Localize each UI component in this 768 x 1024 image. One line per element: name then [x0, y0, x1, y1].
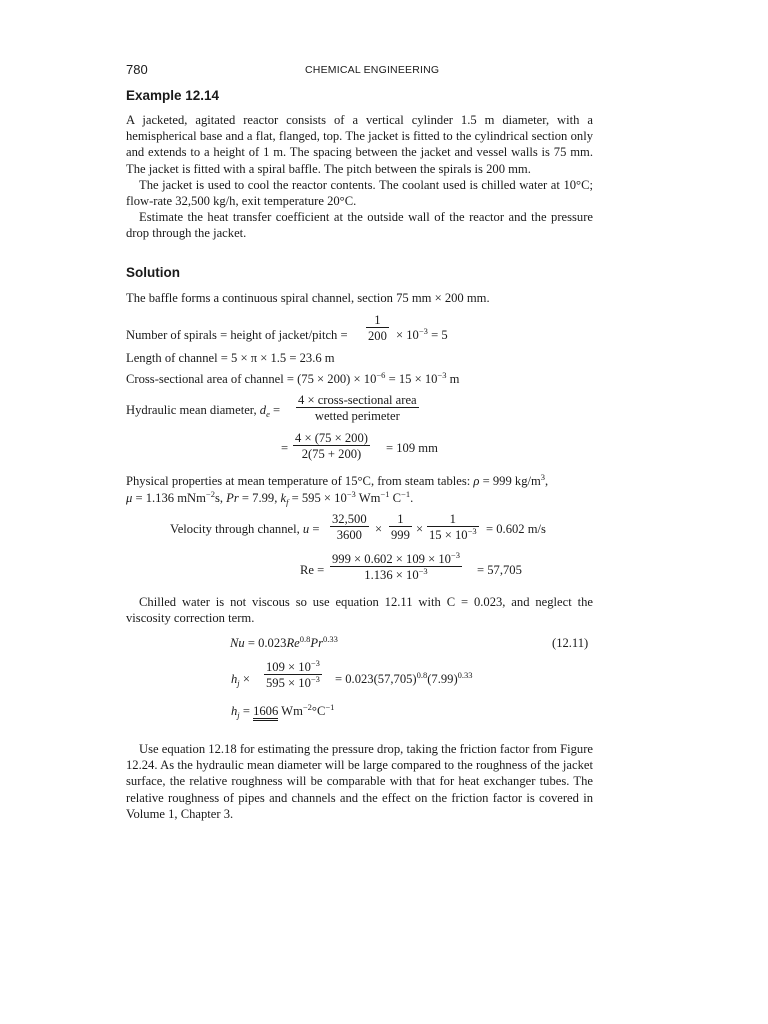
example-paragraph-1: A jacketed, agitated reactor consists of a vertical cylinder 1.5 m diameter, with a hemispherical base and a flat, flanged, top. The jacket is fitted to the cylindrical section only and extends to a height of 1 m. The spacing between the jacket and vessel walls is 75 mm. The jacket is fitted with a spiral baffle. The pitch between the spirals is 200 mm. [126, 113, 593, 176]
k-exp: −3 [346, 489, 356, 499]
spirals-denominator: 200 [368, 329, 387, 343]
re-denominator [330, 566, 462, 582]
area-exponent-2: −3 [437, 370, 447, 380]
spirals-fraction [366, 313, 389, 343]
hj-rhs-text: = 0.023(57,705) [335, 672, 417, 686]
k-symbol: k [280, 491, 287, 505]
k-value: = 595 × 10 [288, 491, 347, 505]
spirals-numerator: 1 [374, 313, 381, 327]
hydraulic2-fraction [293, 431, 370, 461]
re-numerator [330, 552, 462, 566]
equation-number: (12.11) [552, 636, 589, 650]
velocity-f2-denominator: 999 [391, 528, 410, 542]
hj-rhs-pr: (7.99) [427, 672, 458, 686]
mu-unit-exp: −2 [205, 489, 215, 499]
area-line [126, 371, 459, 387]
k-unit-w: Wm [355, 491, 381, 505]
hj-sub: j [237, 678, 240, 688]
hydraulic2-numerator: 4 × (75 × 200) [295, 431, 368, 445]
k-unit-c-exp: −1 [401, 489, 411, 499]
hj-rhs-exp-1: 0.8 [416, 670, 428, 680]
spirals-label: Number of spirals = height of jacket/pitch = [126, 328, 348, 342]
velocity-fraction-2 [389, 512, 412, 542]
hj-result [231, 703, 334, 719]
hj-denominator [264, 674, 322, 690]
hydraulic-label [126, 402, 280, 418]
velocity-f3-denominator [427, 526, 479, 542]
nu-coefficient: = 0.023 [244, 636, 287, 650]
hj-result-value: 1606 [253, 704, 278, 721]
velocity-times-1: × [375, 522, 383, 536]
re-label: Re = [300, 563, 325, 577]
page-number: 780 [126, 62, 148, 77]
solution-intro: The baffle forms a continuous spiral channel, section 75 mm × 200 mm. [126, 291, 490, 305]
example-paragraph-3: Estimate the heat transfer coefficient at the outside wall of the reactor and the pressure drop through the jacket. [126, 210, 593, 241]
length-line: Length of channel = 5 × π × 1.5 = 23.6 m [126, 351, 335, 365]
velocity-result: = 0.602 m/s [486, 522, 546, 536]
velocity-times-2: × [416, 522, 424, 536]
rho-symbol: ρ [473, 474, 480, 488]
pressure-drop-paragraph: Use equation 12.18 for estimating the pressure drop, taking the friction factor from Figure 12.24. As the hydraulic mean diameter will be large compared to the roughness of the jacket surface, the relative roughness will be comparable with that for heat exchanger tubes. The relative roughness of pipes and channels and the effect on the friction factor is covered in Volume 1, Chapter 3. [126, 742, 593, 821]
running-title: CHEMICAL ENGINEERING [305, 64, 440, 76]
hj-numerator [264, 660, 322, 674]
hydraulic2-denominator: 2(75 + 200) [293, 445, 370, 461]
example-title: Example 12.14 [126, 88, 220, 103]
area-unit: m [446, 372, 460, 386]
k-sub: f [286, 497, 289, 507]
hydraulic-numerator: 4 × cross-sectional area [298, 393, 417, 407]
hj-num-text: 109 × 10 [266, 660, 311, 674]
rho-unit-exp: 3 [540, 472, 546, 482]
hj-result-unit-exp-2: −1 [325, 702, 335, 712]
velocity-fraction-3 [427, 512, 479, 542]
spirals-result [396, 327, 448, 343]
spirals-factor: × 10 [396, 328, 419, 342]
nu-re-symbol: Re [286, 636, 300, 650]
re-den-text: 1.136 × 10 [364, 568, 419, 582]
velocity-var: u [302, 522, 310, 536]
re-num-text: 999 × 0.602 × 109 × 10 [332, 552, 451, 566]
properties-period: . [410, 491, 414, 505]
re-num-exp: −3 [450, 550, 460, 560]
hj-result-unit-exp-1: −2 [302, 702, 312, 712]
example-paragraph-2: The jacket is used to cool the reactor contents. The coolant used is chilled water at 10°C; flow-rate 32,500 kg/h, exit temperature 20°C. [126, 178, 593, 209]
hj-fraction [264, 660, 322, 690]
velocity-f3-den-exp: −3 [467, 526, 477, 536]
velocity-text: Velocity through channel, [170, 522, 303, 536]
hydraulic-denominator: wetted perimeter [296, 407, 419, 423]
hydraulic-text: Hydraulic mean diameter, [126, 403, 260, 417]
mu-symbol: μ [126, 491, 133, 505]
nu-pr-exp: 0.33 [322, 634, 338, 644]
hydraulic2-result: = 109 mm [386, 441, 438, 455]
hj-times: × [239, 672, 250, 686]
re-den-exp: −3 [418, 566, 428, 576]
k-unit-c: C [389, 491, 402, 505]
chilled-water-paragraph: Chilled water is not viscous so use equation 12.11 with C = 0.023, and neglect the viscosity correction term. [126, 595, 593, 626]
velocity-f2-numerator: 1 [397, 512, 404, 526]
nu-re-exp: 0.8 [299, 634, 311, 644]
pr-value: = 7.99, [238, 491, 281, 505]
solution-title: Solution [126, 265, 180, 280]
spirals-value: = 5 [431, 328, 448, 342]
velocity-f3-numerator: 1 [449, 512, 456, 526]
velocity-f1-numerator: 32,500 [332, 512, 367, 526]
hj-den-text: 595 × 10 [266, 676, 311, 690]
pr-symbol: Pr [226, 491, 239, 505]
hj-result-unit: Wm [278, 704, 303, 718]
hj-den-exp: −3 [310, 674, 320, 684]
rho-value: = 999 kg/m [479, 474, 541, 488]
velocity-f3-den-text: 15 × 10 [429, 528, 468, 542]
area-text: Cross-sectional area of channel = (75 × 200) × 10 [126, 372, 377, 386]
hj-rhs [335, 671, 473, 687]
nu-equation [230, 635, 338, 651]
re-fraction [330, 552, 462, 582]
properties-line-2 [126, 490, 413, 506]
velocity-eq: = [309, 522, 320, 536]
hj-result-eq: = [239, 704, 254, 718]
hj-num-exp: −3 [310, 658, 320, 668]
hj-var: h [231, 672, 238, 686]
hydraulic-var: d [259, 403, 267, 417]
area-mid: = 15 × 10 [385, 372, 438, 386]
properties-text: Physical properties at mean temperature of 15°C, from steam tables: [126, 474, 474, 488]
hj-rhs-exp-2: 0.33 [457, 670, 473, 680]
hj-result-sub: j [237, 710, 240, 720]
mu-unit-s: s, [214, 491, 227, 505]
area-exponent-1: −6 [376, 370, 386, 380]
re-result: = 57,705 [477, 563, 522, 577]
spirals-exponent: −3 [418, 326, 428, 336]
hj-result-unit-c: °C [311, 704, 326, 718]
nu-pr-symbol: Pr [310, 636, 323, 650]
velocity-label [170, 521, 319, 537]
hj-label [231, 671, 250, 687]
properties-comma: , [545, 474, 549, 488]
properties-line-1 [126, 473, 548, 489]
hydraulic-sub: e [266, 409, 270, 419]
velocity-fraction-1 [330, 512, 369, 542]
nu-symbol: Nu [230, 636, 245, 650]
hj-result-var: h [231, 704, 238, 718]
velocity-f1-denominator: 3600 [330, 526, 369, 542]
hydraulic-eq: = [269, 403, 281, 417]
k-unit-w-exp: −1 [380, 489, 390, 499]
hydraulic2-eq: = [281, 441, 289, 455]
hydraulic-fraction [296, 393, 419, 423]
mu-value: = 1.136 mNm [132, 491, 206, 505]
